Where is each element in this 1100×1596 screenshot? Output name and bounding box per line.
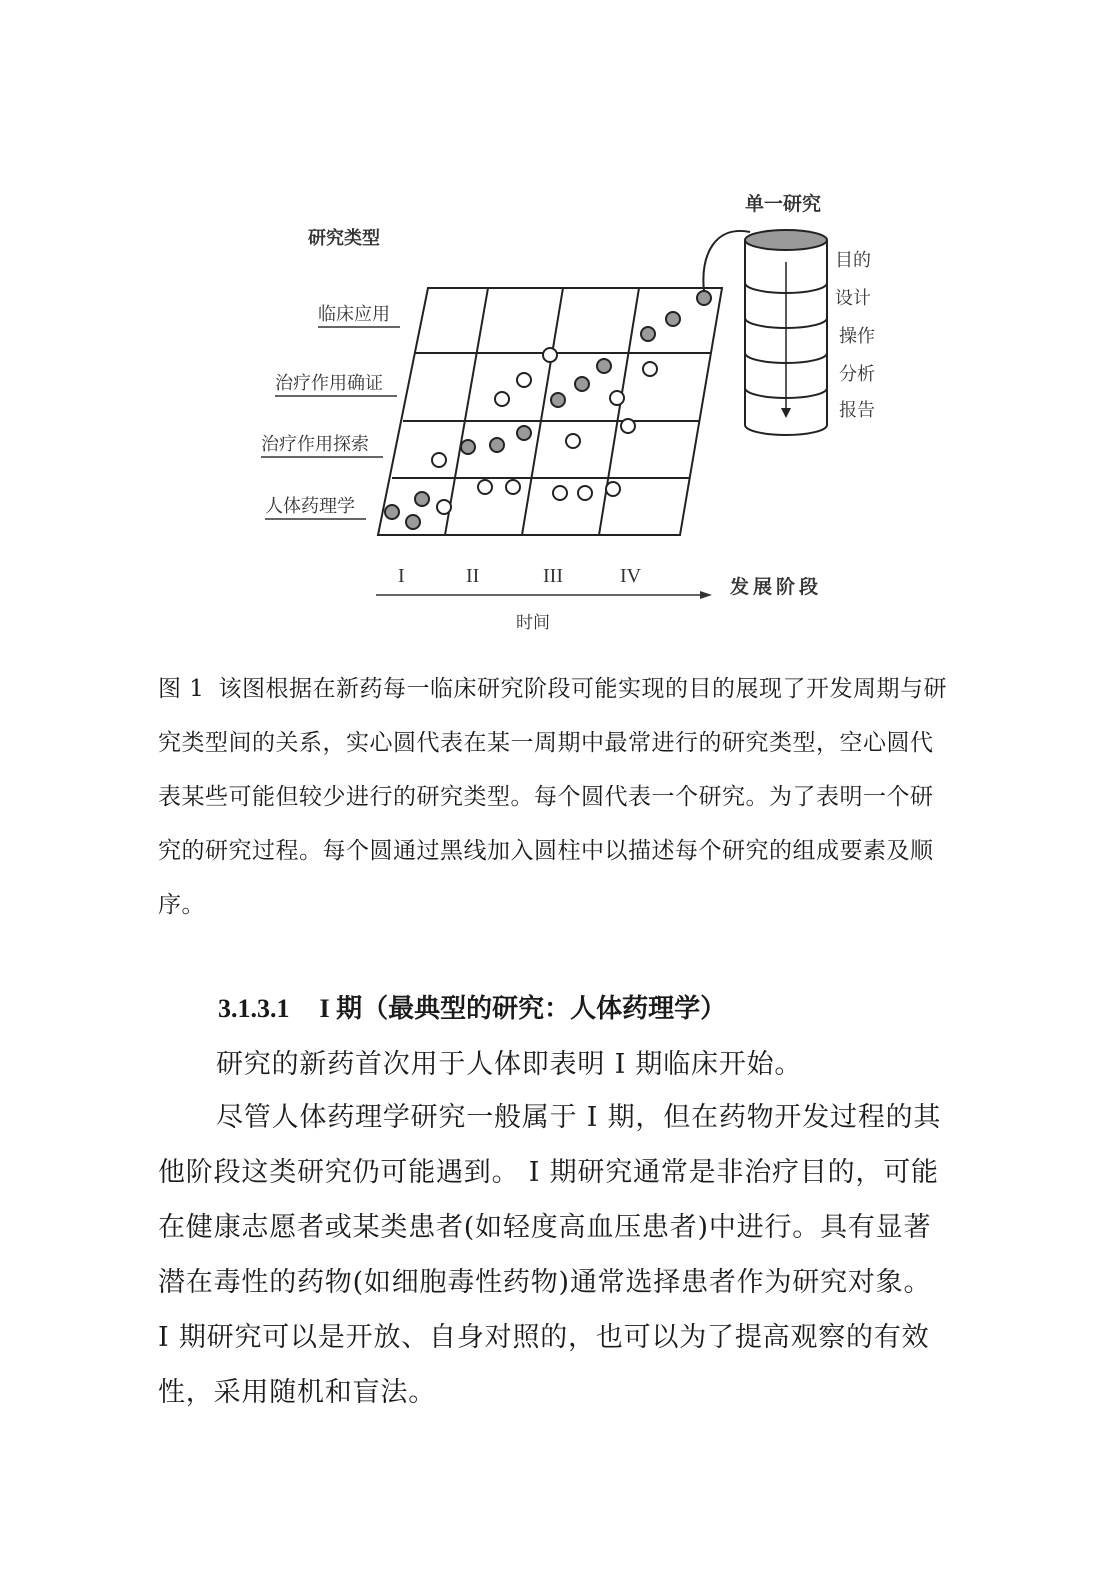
step-report: 报告 [839, 400, 875, 421]
phase-label: III [543, 565, 563, 587]
open-circle [495, 392, 509, 406]
open-circle [517, 373, 531, 387]
open-circle [553, 486, 567, 500]
open-circle [478, 480, 492, 494]
time-label: 时间 [516, 613, 550, 633]
filled-circle [666, 312, 680, 326]
section-number: 3.1.3.1 [218, 994, 290, 1023]
section-title: I 期（最典型的研究：人体药理学） [319, 994, 727, 1023]
connector-line [703, 231, 750, 291]
paragraph: 研究的新药首次用于人体即表明 I 期临床开始。 [216, 1049, 803, 1080]
open-circle [506, 480, 520, 494]
row-label-therapeutic-exploration: 治疗作用探索 [261, 434, 369, 455]
open-circle [610, 391, 624, 405]
caption-text: 该图根据在新药每一临床研究阶段可能实现的目的展现了开发周期与研究类型间的关系，实心圆代表在某一周期中最常进行的研究类型，空心圆代表某些可能但较少进行的研究类型。每个圆代表一个研究。为了表明一个研究的研究过程。每个圆通过黑线加入圆柱中以描述每个研究的组成要素及顺序。 [158, 676, 947, 918]
step-analysis: 分析 [839, 364, 875, 385]
time-axis-arrowhead [700, 591, 712, 599]
figure-caption [158, 662, 948, 932]
open-circle [432, 453, 446, 467]
phase-label: II [466, 565, 480, 587]
phase-label: IV [620, 565, 642, 587]
filled-circle [597, 359, 611, 373]
row-label-human-pharmacology: 人体药理学 [265, 496, 355, 517]
filled-circle [551, 393, 565, 407]
row-label-therapeutic-confirmation: 治疗作用确证 [275, 373, 383, 394]
open-circle [643, 362, 657, 376]
cylinder-steps [835, 250, 875, 421]
row-label-clinical-use: 临床应用 [318, 304, 390, 325]
x-axis-label: 发展阶段 [730, 576, 823, 598]
row-labels [261, 304, 400, 519]
study-type-diagram [0, 0, 1100, 650]
filled-circle [461, 440, 475, 454]
single-study-title: 单一研究 [745, 193, 822, 215]
y-axis-title: 研究类型 [308, 228, 380, 249]
phase-labels [398, 565, 642, 587]
step-operation: 操作 [839, 326, 875, 347]
section-heading [218, 988, 726, 1025]
paragraph: 尽管人体药理学研究一般属于 I 期，但在药物开发过程的其他阶段这类研究仍可能遇到。 I 期研究通常是非治疗目的，可能在健康志愿者或某类患者(如轻度高血压患者)中进行。具有显著潜在毒性的药物(如细胞毒性药物)通常选择患者作为研究对象。 I 期研究可以是开放、自身对照的，也可以为了提高观察的有效性，采用随机和盲法。 [158, 1102, 942, 1408]
phase-label: I [398, 565, 405, 587]
step-purpose: 目的 [835, 250, 871, 271]
filled-circle [575, 377, 589, 391]
caption-label: 图 1 [158, 676, 205, 702]
filled-circle [385, 505, 399, 519]
open-circle [437, 500, 451, 514]
open-circle [621, 419, 635, 433]
filled-circle [641, 327, 655, 341]
filled-circle [517, 426, 531, 440]
filled-circle [490, 438, 504, 452]
study-circles [385, 291, 711, 529]
cylinder [745, 230, 827, 435]
step-design: 设计 [835, 288, 871, 309]
filled-circle [697, 291, 711, 305]
open-circle [566, 434, 580, 448]
open-circle [606, 482, 620, 496]
open-circle [543, 348, 557, 362]
open-circle [578, 486, 592, 500]
filled-circle [415, 492, 429, 506]
filled-circle [406, 515, 420, 529]
